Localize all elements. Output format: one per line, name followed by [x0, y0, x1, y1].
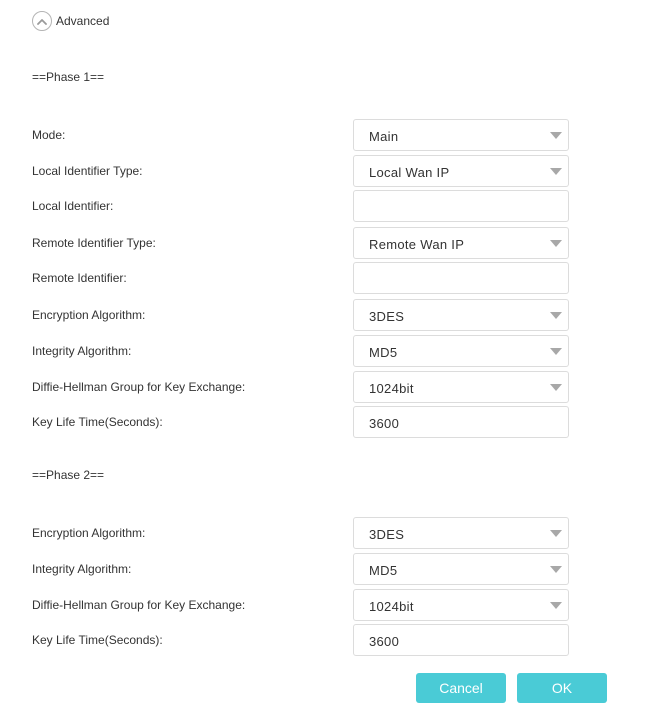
encryption-algorithm-value: 3DES — [369, 527, 405, 542]
remote-identifier-type-value: Remote Wan IP — [369, 237, 465, 252]
chevron-down-icon — [550, 168, 562, 175]
mode-select[interactable] — [353, 119, 569, 151]
phase1-dh-group-row — [0, 371, 649, 403]
local-identifier-type-label: Local Identifier Type: — [32, 164, 143, 178]
integrity-algorithm-label: Integrity Algorithm: — [32, 562, 132, 576]
encryption-algorithm-label: Encryption Algorithm: — [32, 308, 146, 322]
key-life-time-label: Key Life Time(Seconds): — [32, 633, 163, 647]
phase2-integrity-algorithm-row — [0, 553, 649, 585]
mode-label: Mode: — [32, 128, 66, 142]
dh-group-value: 1024bit — [369, 381, 414, 396]
local-identifier-type-select[interactable] — [353, 155, 569, 187]
remote-identifier-type-label: Remote Identifier Type: — [32, 236, 156, 250]
dh-group-label: Diffie-Hellman Group for Key Exchange: — [32, 380, 246, 394]
integrity-algorithm-select[interactable] — [353, 335, 569, 367]
key-life-time-value: 3600 — [369, 416, 400, 431]
phase2-key-life-time-row — [0, 624, 649, 656]
chevron-down-icon — [550, 602, 562, 609]
phase1-mode-row — [0, 119, 649, 151]
local-identifier-input[interactable] — [353, 190, 569, 222]
chevron-down-icon — [550, 312, 562, 319]
encryption-algorithm-value: 3DES — [369, 309, 405, 324]
encryption-algorithm-select[interactable] — [353, 517, 569, 549]
phase1-local-identifier-type-row — [0, 155, 649, 187]
remote-identifier-label: Remote Identifier: — [32, 271, 127, 285]
key-life-time-input[interactable] — [353, 406, 569, 438]
remote-identifier-input[interactable] — [353, 262, 569, 294]
chevron-down-icon — [550, 132, 562, 139]
chevron-down-icon — [550, 348, 562, 355]
phase1-encryption-algorithm-row — [0, 299, 649, 331]
phase2-title: ==Phase 2== — [32, 468, 105, 482]
local-identifier-label: Local Identifier: — [32, 199, 114, 213]
advanced-toggle[interactable] — [32, 10, 109, 32]
integrity-algorithm-value: MD5 — [369, 563, 398, 578]
phase1-remote-identifier-row — [0, 262, 649, 294]
phase1-local-identifier-row — [0, 190, 649, 222]
phase2-encryption-algorithm-row — [0, 517, 649, 549]
remote-identifier-type-select[interactable] — [353, 227, 569, 259]
integrity-algorithm-label: Integrity Algorithm: — [32, 344, 132, 358]
dh-group-value: 1024bit — [369, 599, 414, 614]
dh-group-label: Diffie-Hellman Group for Key Exchange: — [32, 598, 246, 612]
integrity-algorithm-value: MD5 — [369, 345, 398, 360]
dh-group-select[interactable] — [353, 589, 569, 621]
cancel-button[interactable]: Cancel — [416, 673, 506, 703]
phase1-title: ==Phase 1== — [32, 70, 105, 84]
integrity-algorithm-select[interactable] — [353, 553, 569, 585]
key-life-time-label: Key Life Time(Seconds): — [32, 415, 163, 429]
chevron-down-icon — [550, 384, 562, 391]
encryption-algorithm-select[interactable] — [353, 299, 569, 331]
chevron-up-icon[interactable] — [32, 11, 52, 31]
chevron-down-icon — [550, 566, 562, 573]
phase1-integrity-algorithm-row — [0, 335, 649, 367]
ok-button[interactable]: OK — [517, 673, 607, 703]
mode-value: Main — [369, 129, 399, 144]
key-life-time-input[interactable] — [353, 624, 569, 656]
local-identifier-type-value: Local Wan IP — [369, 165, 450, 180]
phase1-key-life-time-row — [0, 406, 649, 438]
dh-group-select[interactable] — [353, 371, 569, 403]
advanced-label: Advanced — [56, 14, 110, 28]
chevron-down-icon — [550, 530, 562, 537]
chevron-down-icon — [550, 240, 562, 247]
key-life-time-value: 3600 — [369, 634, 400, 649]
phase1-remote-identifier-type-row — [0, 227, 649, 259]
phase2-dh-group-row — [0, 589, 649, 621]
encryption-algorithm-label: Encryption Algorithm: — [32, 526, 146, 540]
